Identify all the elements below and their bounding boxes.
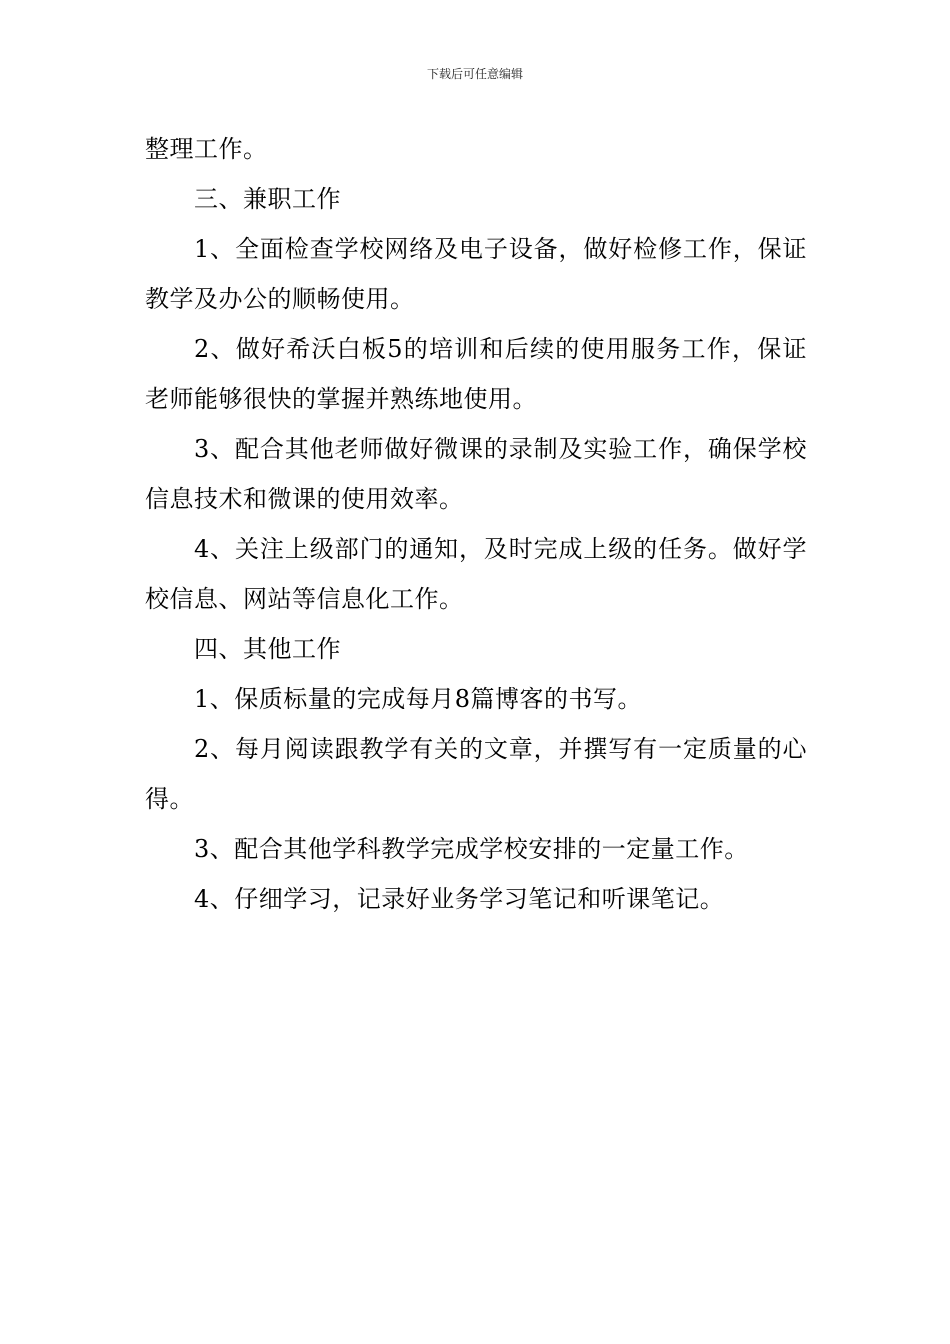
section-heading-other-work: 四、其他工作 [194,635,341,663]
list-item: 1、保质标量的完成每月8篇博客的书写。 [194,685,643,713]
list-item: 3、配合其他老师做好微课的录制及实验工作，确保学校信息技术和微课的使用效率。 [145,435,807,513]
list-item: 1、全面检查学校网络及电子设备，做好检修工作，保证教学及办公的顺畅使用。 [145,235,807,313]
list-item: 2、每月阅读跟教学有关的文章，并撰写有一定质量的心得。 [145,735,807,813]
list-item: 2、做好希沃白板5的培训和后续的使用服务工作，保证老师能够很快的掌握并熟练地使用。 [145,335,807,413]
list-item: 4、仔细学习，记录好业务学习笔记和听课笔记。 [194,885,725,913]
list-item: 3、配合其他学科教学完成学校安排的一定量工作。 [194,835,749,863]
page-header-note: 下载后可任意编辑 [426,67,523,81]
list-item: 4、关注上级部门的通知，及时完成上级的任务。做好学校信息、网站等信息化工作。 [145,535,807,613]
section-heading-part-time-work: 三、兼职工作 [194,185,341,213]
paragraph-continuation: 整理工作。 [145,135,268,163]
document-body [145,124,807,924]
